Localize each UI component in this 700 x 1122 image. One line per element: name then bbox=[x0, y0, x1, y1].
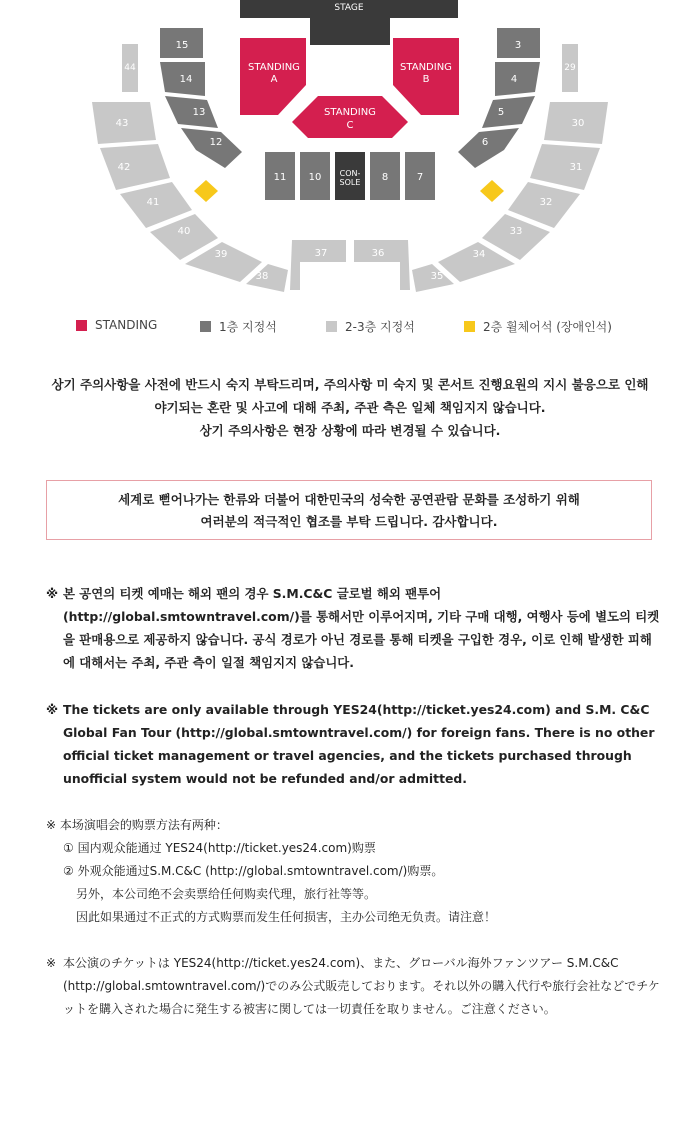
wheelchair-area-right bbox=[480, 180, 504, 202]
standing-c-label-1: STANDING bbox=[324, 107, 376, 118]
section-13-label: 13 bbox=[192, 107, 206, 118]
japanese-note-mark: ※ bbox=[46, 956, 57, 970]
seat-legend bbox=[0, 318, 700, 338]
section-32-label: 32 bbox=[539, 197, 553, 208]
console-label-1: CON- bbox=[339, 169, 361, 178]
section-5[interactable] bbox=[482, 96, 535, 128]
legend-swatch-standing bbox=[76, 320, 87, 331]
english-ticket-note bbox=[46, 698, 662, 790]
section-6-label: 6 bbox=[481, 137, 489, 148]
section-6[interactable] bbox=[458, 128, 519, 168]
legend-floor1 bbox=[200, 318, 277, 335]
section-12-label: 12 bbox=[209, 137, 223, 148]
legend-floor23 bbox=[326, 318, 415, 335]
section-36-label: 36 bbox=[371, 248, 385, 259]
korean-note-text: 본 공연의 티켓 예매는 해외 팬의 경우 S.M.C&C 글로벌 해외 팬투어 (http://global.smtowntravel.com/)를 통해서만 이루어지며, 기타 구매 대행, 여행사 등에 별도의 티켓을 판매용으로 제공하지 않습니다. 공식 경로가 아닌 경로를 통해 티켓을 구입한 경우, 이로 인해 발생한 피해에 대해서는 주최, 주관 측이 일절 책임지지 않습니다. bbox=[63, 586, 660, 670]
chinese-note-line-3: 另外，本公司绝不会卖票给任何购卖代理，旅行社等等。 bbox=[76, 887, 377, 901]
standing-c-label-2: C bbox=[346, 120, 354, 131]
section-11-label: 11 bbox=[273, 172, 287, 183]
korean-ticket-note bbox=[46, 582, 662, 674]
japanese-ticket-note bbox=[46, 952, 662, 1021]
legend-label-floor1: 1층 지정석 bbox=[219, 320, 277, 334]
stage-label: STAGE bbox=[334, 3, 364, 13]
chinese-note-item-1: ① 国内观众能通过 YES24(http://ticket.yes24.com)购票 bbox=[63, 841, 376, 855]
section-43-label: 43 bbox=[115, 118, 129, 129]
caution-notice bbox=[40, 373, 660, 442]
legend-swatch-floor1 bbox=[200, 321, 211, 332]
section-4[interactable] bbox=[495, 62, 540, 96]
section-31[interactable] bbox=[530, 144, 600, 190]
section-10-label: 10 bbox=[308, 172, 322, 183]
korean-note-mark: ※ bbox=[46, 586, 59, 601]
legend-label-standing: STANDING bbox=[95, 318, 158, 332]
section-39-label: 39 bbox=[214, 249, 228, 260]
section-38-label: 38 bbox=[255, 271, 269, 282]
section-42[interactable] bbox=[100, 144, 170, 190]
section-44-label: 44 bbox=[124, 63, 136, 73]
standing-a-label-1: STANDING bbox=[248, 62, 300, 73]
section-31-label: 31 bbox=[569, 162, 583, 173]
section-40-label: 40 bbox=[177, 226, 191, 237]
standing-b-label-1: STANDING bbox=[400, 62, 452, 73]
section-37-label: 37 bbox=[314, 248, 328, 259]
legend-label-floor23: 2-3층 지정석 bbox=[345, 320, 415, 334]
legend-swatch-wheelchair bbox=[464, 321, 475, 332]
legend-label-wheelchair: 2층 휠체어석 (장애인석) bbox=[483, 320, 612, 334]
caution-line-1: 상기 주의사항을 사전에 반드시 숙지 부탁드리며, 주의사항 미 숙지 및 콘서트 진행요원의 지시 불응으로 인해 bbox=[51, 377, 649, 392]
section-3-label: 3 bbox=[514, 40, 522, 51]
english-note-text: The tickets are only available through YES24(http://ticket.yes24.com) and S.M. C&C Global Fan Tour (http://global.smtowntravel.com/) for foreign fans. There is no other official ticket management or travel agencies, and the tickets purchased through unofficial system would not be refunded and/or admitted. bbox=[63, 702, 655, 786]
console-label-2: SOLE bbox=[339, 178, 361, 187]
legend-wheelchair bbox=[464, 318, 612, 335]
legend-swatch-floor23 bbox=[326, 321, 337, 332]
chinese-ticket-note bbox=[46, 814, 662, 929]
section-35-label: 35 bbox=[430, 271, 444, 282]
caution-line-2: 야기되는 혼란 및 사고에 대해 주최, 주관 측은 일체 책임지지 않습니다. bbox=[154, 400, 546, 415]
standing-a-label-2: A bbox=[270, 74, 278, 85]
section-29-label: 29 bbox=[564, 63, 576, 73]
seat-map bbox=[0, 0, 700, 300]
section-5-label: 5 bbox=[497, 107, 505, 118]
section-7-label: 7 bbox=[416, 172, 424, 183]
legend-standing bbox=[76, 318, 157, 332]
wheelchair-area-left bbox=[194, 180, 218, 202]
section-34-label: 34 bbox=[472, 249, 486, 260]
english-note-mark: ※ bbox=[46, 702, 59, 717]
chinese-note-line-4: 因此如果通过不正式的方式购票而发生任何损害，主办公司绝无负责。请注意！ bbox=[76, 910, 497, 924]
section-30-label: 30 bbox=[571, 118, 585, 129]
section-12[interactable] bbox=[181, 128, 242, 168]
section-4-label: 4 bbox=[510, 74, 518, 85]
chinese-note-head: ※ 本场演唱会的购票方法有两种： bbox=[46, 818, 228, 832]
section-33-label: 33 bbox=[509, 226, 523, 237]
section-14-label: 14 bbox=[179, 74, 193, 85]
cooperation-box bbox=[46, 480, 652, 540]
section-41-label: 41 bbox=[146, 197, 160, 208]
section-13[interactable] bbox=[165, 96, 218, 128]
section-8-label: 8 bbox=[381, 172, 389, 183]
cooperation-line-1: 세계로 뻗어나가는 한류와 더불어 대한민국의 성숙한 공연관람 문화를 조성하기 위해 bbox=[118, 492, 580, 507]
section-42-label: 42 bbox=[117, 162, 131, 173]
caution-line-3: 상기 주의사항은 현장 상황에 따라 변경될 수 있습니다. bbox=[199, 423, 501, 438]
chinese-note-item-2: ② 外观众能通过S.M.C&C (http://global.smtowntravel.com/)购票。 bbox=[63, 864, 444, 878]
section-15-label: 15 bbox=[175, 40, 189, 51]
standing-b-label-2: B bbox=[422, 74, 430, 85]
japanese-note-text: 本公演のチケットは YES24(http://ticket.yes24.com)、また、グローバル海外ファンツアー S.M.C&C (http://global.smtowntravel.com/)でのみ公式販売しております。それ以外の購入代行や旅行会社などでチケットを購入された場合に発生する被害に関しては一切責任を取りません。ご注意ください。 bbox=[63, 956, 660, 1016]
cooperation-line-2: 여러분의 적극적인 협조를 부탁 드립니다. 감사합니다. bbox=[200, 514, 498, 529]
